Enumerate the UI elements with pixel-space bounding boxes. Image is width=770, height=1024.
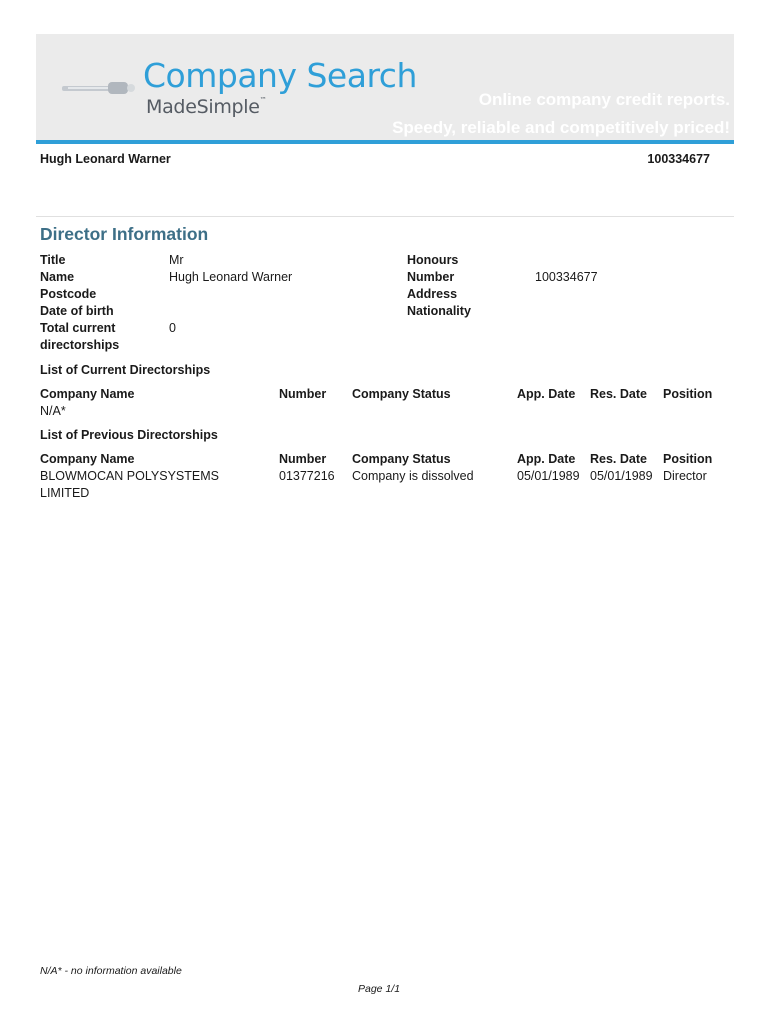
header-director-name: Hugh Leonard Warner (40, 152, 171, 166)
footnote: N/A* - no information available (40, 965, 182, 977)
column-header-number: Number (279, 387, 327, 401)
tagline-2: Speedy, reliable and competitively priced! (392, 118, 730, 137)
value-title: Mr (169, 253, 184, 267)
column-header-company-status: Company Status (352, 452, 451, 466)
cell-company-name: BLOWMOCAN POLYSYSTEMS LIMITED (40, 469, 219, 500)
value-number: 100334677 (535, 270, 598, 284)
cell-app-date: 05/01/1989 (517, 469, 580, 483)
label-title: Title (40, 253, 66, 267)
cell-number: 01377216 (279, 469, 335, 483)
brand-subtitle-text: MadeSimple (146, 96, 260, 118)
divider (36, 216, 734, 217)
header-officer-number: 100334677 (647, 152, 710, 166)
cell-company-name: N/A* (40, 404, 66, 418)
page-number: Page 1/1 (358, 983, 401, 995)
cell-position: Director (663, 469, 707, 483)
current-directorships-heading: List of Current Directorships (40, 363, 211, 377)
column-header-company-status: Company Status (352, 387, 451, 401)
label-date-of-birth: Date of birth (40, 304, 114, 318)
label-honours: Honours (407, 253, 459, 267)
label-total-current-directorships: Total current directorships (40, 321, 120, 352)
value-total-current-directorships: 0 (169, 321, 176, 335)
column-header-position: Position (663, 387, 713, 401)
column-header-res-date: Res. Date (590, 452, 647, 466)
brand-title: Company Search (143, 56, 417, 95)
cell-res-date: 05/01/1989 (590, 469, 653, 483)
value-name: Hugh Leonard Warner (169, 270, 293, 284)
brand-subtitle (146, 96, 266, 118)
cell-company-status: Company is dissolved (352, 469, 474, 483)
tagline-1: Online company credit reports. (478, 90, 730, 109)
column-header-app-date: App. Date (517, 452, 576, 466)
column-header-number: Number (279, 452, 327, 466)
column-header-res-date: Res. Date (590, 387, 647, 401)
trademark-mark: ™ (259, 96, 267, 104)
magnifier-logo-icon (62, 78, 136, 98)
label-address: Address (407, 287, 458, 301)
header-banner (36, 34, 734, 144)
previous-directorships-heading: List of Previous Directorships (40, 428, 218, 442)
column-header-position: Position (663, 452, 713, 466)
label-name: Name (40, 270, 75, 284)
column-header-company-name: Company Name (40, 452, 135, 466)
section-title: Director Information (40, 224, 209, 244)
column-header-company-name: Company Name (40, 387, 135, 401)
column-header-app-date: App. Date (517, 387, 576, 401)
label-nationality: Nationality (407, 304, 471, 318)
label-postcode: Postcode (40, 287, 97, 301)
label-number: Number (407, 270, 455, 284)
